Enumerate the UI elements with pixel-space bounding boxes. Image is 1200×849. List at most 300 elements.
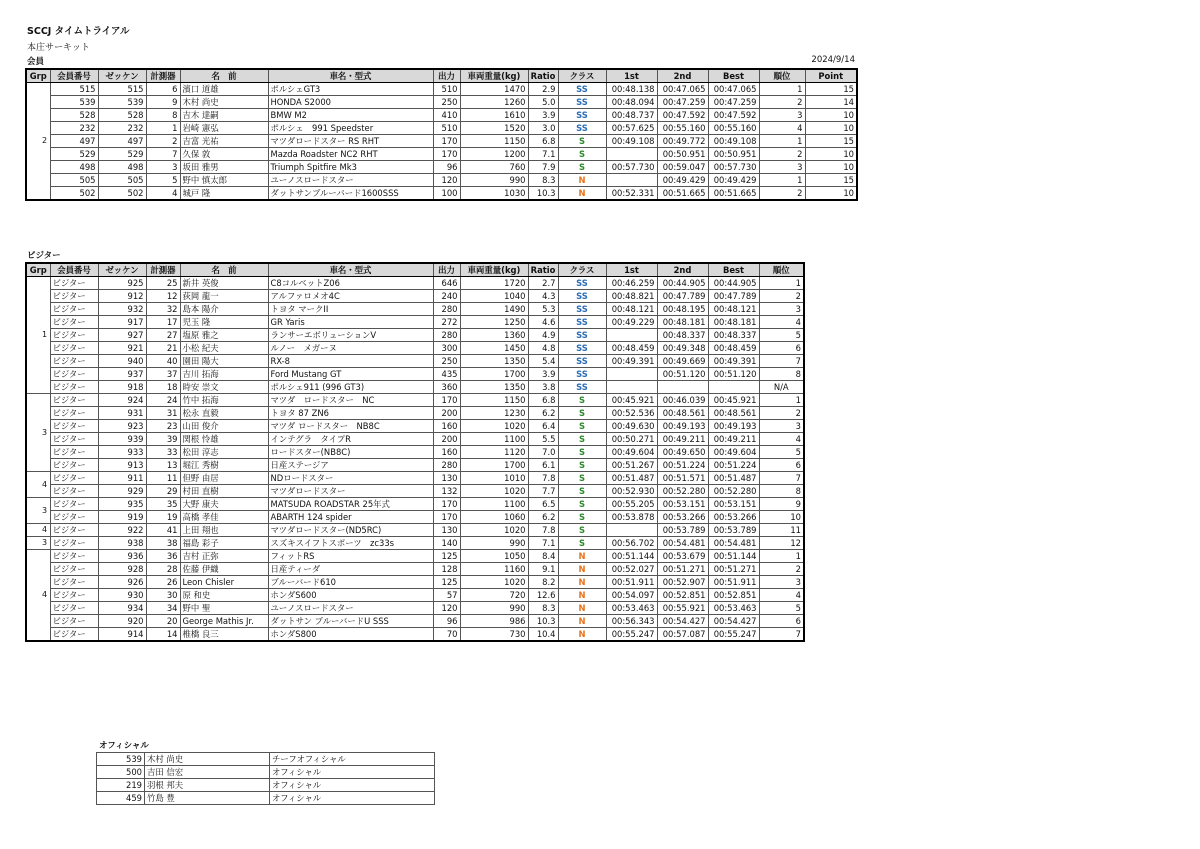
- table-cell: 岩崎 憲弘: [180, 122, 268, 135]
- column-header: 会員番号: [50, 263, 98, 277]
- column-header: Best: [708, 263, 759, 277]
- table-cell: 1020: [460, 576, 528, 589]
- table-cell: 00:47.065: [657, 83, 708, 96]
- table-cell: 1020: [460, 420, 528, 433]
- table-cell: 24: [146, 394, 180, 407]
- table-cell: 3: [759, 420, 804, 433]
- table-cell: 00:56.343: [606, 615, 657, 628]
- column-header: 順位: [759, 69, 805, 83]
- table-cell: 459: [97, 792, 145, 805]
- table-cell: 00:47.789: [657, 290, 708, 303]
- table-cell: S: [558, 420, 606, 433]
- table-cell: ビジター: [50, 589, 98, 602]
- column-header: 出力: [433, 69, 460, 83]
- table-cell: 7.7: [528, 485, 558, 498]
- table-cell: 8.4: [528, 550, 558, 563]
- table-cell: 200: [433, 407, 460, 420]
- table-row: [26, 109, 857, 122]
- table-cell: ランサーエボリューションV: [268, 329, 433, 342]
- official-row: [97, 766, 435, 779]
- table-cell: 28: [146, 563, 180, 576]
- group-cell: 4: [26, 472, 50, 498]
- table-cell: 25: [146, 277, 180, 290]
- table-cell: S: [558, 446, 606, 459]
- table-row: [26, 96, 857, 109]
- table-row: [26, 355, 804, 368]
- table-cell: 170: [433, 498, 460, 511]
- table-cell: 7: [759, 628, 804, 642]
- table-cell: 5.3: [528, 303, 558, 316]
- table-cell: 15: [805, 174, 857, 187]
- table-row: [26, 381, 804, 394]
- table-cell: ビジター: [50, 277, 98, 290]
- table-cell: BMW M2: [268, 109, 433, 122]
- table-cell: 00:51.571: [657, 472, 708, 485]
- table-cell: 250: [433, 96, 460, 109]
- table-cell: 00:55.160: [657, 122, 708, 135]
- column-header: Point: [805, 69, 857, 83]
- table-cell: 9: [759, 498, 804, 511]
- table-cell: 1250: [460, 316, 528, 329]
- event-date: 2024/9/14: [811, 55, 855, 65]
- table-row: [26, 407, 804, 420]
- table-cell: 498: [50, 161, 98, 174]
- table-cell: 4.9: [528, 329, 558, 342]
- table-cell: 00:51.224: [657, 459, 708, 472]
- table-cell: ビジター: [50, 290, 98, 303]
- table-row: [26, 537, 804, 550]
- table-cell: 00:55.921: [657, 602, 708, 615]
- table-cell: 00:53.463: [606, 602, 657, 615]
- table-cell: 00:47.592: [657, 109, 708, 122]
- table-cell: 730: [460, 628, 528, 642]
- table-cell: トヨタ 87 ZN6: [268, 407, 433, 420]
- table-cell: 120: [433, 174, 460, 187]
- table-cell: 3: [759, 161, 805, 174]
- table-cell: 4: [759, 589, 804, 602]
- page-title: SCCJ タイムトライアル: [27, 26, 130, 37]
- table-cell: 堀江 秀樹: [180, 459, 268, 472]
- table-cell: 219: [97, 779, 145, 792]
- table-cell: 00:54.427: [657, 615, 708, 628]
- table-cell: SS: [558, 109, 606, 122]
- table-cell: 00:52.851: [708, 589, 759, 602]
- table-cell: 1100: [460, 433, 528, 446]
- column-header: 計測器: [146, 69, 180, 83]
- table-row: [26, 420, 804, 433]
- table-cell: 7.8: [528, 472, 558, 485]
- table-cell: 00:53.679: [657, 550, 708, 563]
- table-cell: 11: [759, 524, 804, 537]
- table-cell: George Mathis Jr.: [180, 615, 268, 628]
- table-cell: 3: [759, 576, 804, 589]
- table-cell: 3.9: [528, 109, 558, 122]
- table-cell: 00:51.120: [657, 368, 708, 381]
- visitors-section-label: ビジター: [27, 251, 61, 261]
- table-row: [26, 122, 857, 135]
- table-cell: 912: [98, 290, 146, 303]
- group-cell: 3: [26, 498, 50, 524]
- table-cell: 10.3: [528, 187, 558, 201]
- table-cell: 96: [433, 615, 460, 628]
- table-cell: 00:59.047: [657, 161, 708, 174]
- table-cell: 8: [759, 368, 804, 381]
- table-cell: 00:51.665: [708, 187, 759, 201]
- table-row: [26, 628, 804, 642]
- table-cell: ビジター: [50, 576, 98, 589]
- table-cell: Leon Chisler: [180, 576, 268, 589]
- table-cell: 17: [146, 316, 180, 329]
- table-cell: 1120: [460, 446, 528, 459]
- table-cell: 39: [146, 433, 180, 446]
- table-cell: 160: [433, 420, 460, 433]
- table-cell: 2: [759, 96, 805, 109]
- table-cell: 新井 英俊: [180, 277, 268, 290]
- table-cell: 1720: [460, 277, 528, 290]
- table-cell: S: [558, 472, 606, 485]
- table-cell: 26: [146, 576, 180, 589]
- table-cell: ビジター: [50, 472, 98, 485]
- table-cell: 539: [50, 96, 98, 109]
- table-cell: 日産ティーダ: [268, 563, 433, 576]
- table-cell: スズキスイフトスポーツ zc33s: [268, 537, 433, 550]
- table-cell: ルノー メガーヌ: [268, 342, 433, 355]
- table-cell: 232: [98, 122, 146, 135]
- table-row: [26, 446, 804, 459]
- table-cell: 96: [433, 161, 460, 174]
- table-cell: SS: [558, 316, 606, 329]
- table-cell: 5: [146, 174, 180, 187]
- table-cell: 502: [98, 187, 146, 201]
- table-cell: 6: [759, 615, 804, 628]
- table-cell: 19: [146, 511, 180, 524]
- table-cell: 1150: [460, 394, 528, 407]
- column-header: ゼッケン: [98, 69, 146, 83]
- table-cell: 福島 彩子: [180, 537, 268, 550]
- table-cell: 18: [146, 381, 180, 394]
- table-cell: 竹中 拓海: [180, 394, 268, 407]
- table-cell: 23: [146, 420, 180, 433]
- table-cell: 00:48.195: [657, 303, 708, 316]
- table-cell: ブルーバード610: [268, 576, 433, 589]
- table-cell: マツダ ロードスター NC: [268, 394, 433, 407]
- table-cell: N: [558, 550, 606, 563]
- table-cell: 00:52.027: [606, 563, 657, 576]
- members-header-row: [26, 69, 857, 83]
- table-cell: 1: [759, 83, 805, 96]
- table-cell: 4: [759, 122, 805, 135]
- table-cell: 938: [98, 537, 146, 550]
- table-row: [26, 368, 804, 381]
- table-cell: ビジター: [50, 316, 98, 329]
- venue-label: 本庄サーキット: [27, 43, 90, 53]
- table-cell: 932: [98, 303, 146, 316]
- table-cell: S: [558, 148, 606, 161]
- table-cell: 57: [433, 589, 460, 602]
- table-cell: 5.0: [528, 96, 558, 109]
- table-row: [26, 524, 804, 537]
- table-cell: 00:49.211: [657, 433, 708, 446]
- table-cell: 1150: [460, 135, 528, 148]
- table-cell: 吉田 信宏: [145, 766, 270, 779]
- table-cell: 6: [146, 83, 180, 96]
- table-cell: 170: [433, 511, 460, 524]
- table-cell: 但野 由居: [180, 472, 268, 485]
- table-cell: 00:54.481: [708, 537, 759, 550]
- table-cell: 吉富 光祐: [180, 135, 268, 148]
- table-cell: 7: [759, 472, 804, 485]
- table-cell: 吉村 正弥: [180, 550, 268, 563]
- table-cell: 00:49.391: [708, 355, 759, 368]
- members-section-label: 会員: [27, 57, 45, 67]
- table-cell: 00:52.280: [657, 485, 708, 498]
- table-cell: 70: [433, 628, 460, 642]
- column-header: クラス: [558, 69, 606, 83]
- table-row: [26, 550, 804, 563]
- table-cell: 6: [759, 459, 804, 472]
- table-cell: 00:48.337: [657, 329, 708, 342]
- table-cell: 505: [98, 174, 146, 187]
- table-cell: 9: [146, 96, 180, 109]
- table-cell: 200: [433, 433, 460, 446]
- table-row: [26, 433, 804, 446]
- table-cell: 12: [146, 290, 180, 303]
- table-cell: [657, 381, 708, 394]
- table-cell: 6.4: [528, 420, 558, 433]
- table-cell: 990: [460, 537, 528, 550]
- table-cell: ビジター: [50, 303, 98, 316]
- table-cell: 6.1: [528, 459, 558, 472]
- table-cell: 528: [98, 109, 146, 122]
- table-cell: 924: [98, 394, 146, 407]
- table-cell: 3.8: [528, 381, 558, 394]
- table-cell: 木村 尚史: [145, 753, 270, 766]
- table-cell: マツダ ロードスター NB8C: [268, 420, 433, 433]
- table-cell: 4: [759, 433, 804, 446]
- table-cell: 野中 聖: [180, 602, 268, 615]
- table-row: [26, 498, 804, 511]
- official-row: [97, 779, 435, 792]
- table-cell: 10.3: [528, 615, 558, 628]
- table-cell: 14: [146, 628, 180, 642]
- table-cell: 12: [759, 537, 804, 550]
- table-cell: 8: [146, 109, 180, 122]
- table-cell: 515: [98, 83, 146, 96]
- table-cell: 2: [759, 187, 805, 201]
- table-cell: 300: [433, 342, 460, 355]
- officials-table: [96, 752, 435, 805]
- table-cell: 646: [433, 277, 460, 290]
- table-cell: N: [558, 174, 606, 187]
- table-cell: 島本 陽介: [180, 303, 268, 316]
- table-cell: 435: [433, 368, 460, 381]
- table-cell: 4.3: [528, 290, 558, 303]
- table-cell: ダットサン ブルーバードU SSS: [268, 615, 433, 628]
- table-cell: 00:52.536: [606, 407, 657, 420]
- table-cell: 00:53.266: [657, 511, 708, 524]
- table-cell: N: [558, 589, 606, 602]
- table-cell: 00:48.337: [708, 329, 759, 342]
- table-cell: 1160: [460, 563, 528, 576]
- table-cell: 12.6: [528, 589, 558, 602]
- column-header: 2nd: [657, 263, 708, 277]
- table-cell: 00:51.487: [708, 472, 759, 485]
- table-row: [26, 472, 804, 485]
- table-cell: 00:53.463: [708, 602, 759, 615]
- table-cell: 小松 紀夫: [180, 342, 268, 355]
- table-cell: 9.1: [528, 563, 558, 576]
- table-cell: 935: [98, 498, 146, 511]
- table-cell: 椎橋 良三: [180, 628, 268, 642]
- table-cell: 園田 陽大: [180, 355, 268, 368]
- table-cell: N: [558, 615, 606, 628]
- column-header: Ratio: [528, 263, 558, 277]
- table-cell: ビジター: [50, 550, 98, 563]
- table-cell: S: [558, 407, 606, 420]
- table-cell: 2: [759, 148, 805, 161]
- table-cell: ユーノスロードスター: [268, 602, 433, 615]
- table-row: [26, 329, 804, 342]
- table-cell: ビジター: [50, 524, 98, 537]
- table-cell: 00:48.459: [606, 342, 657, 355]
- table-cell: ロードスター(NB8C): [268, 446, 433, 459]
- table-cell: 931: [98, 407, 146, 420]
- column-header: Grp: [26, 69, 50, 83]
- column-header: Best: [708, 69, 759, 83]
- table-cell: フィットRS: [268, 550, 433, 563]
- table-cell: 児玉 隆: [180, 316, 268, 329]
- table-row: [26, 290, 804, 303]
- table-cell: 280: [433, 329, 460, 342]
- column-header: クラス: [558, 263, 606, 277]
- table-cell: 500: [97, 766, 145, 779]
- table-cell: ポルシェ 991 Speedster: [268, 122, 433, 135]
- table-cell: 2.7: [528, 277, 558, 290]
- table-cell: 913: [98, 459, 146, 472]
- column-header: 車名・型式: [268, 69, 433, 83]
- table-cell: 921: [98, 342, 146, 355]
- column-header: 計測器: [146, 263, 180, 277]
- table-cell: 919: [98, 511, 146, 524]
- table-cell: 926: [98, 576, 146, 589]
- table-cell: S: [558, 394, 606, 407]
- table-cell: 14: [805, 96, 857, 109]
- table-cell: 36: [146, 550, 180, 563]
- table-cell: 170: [433, 135, 460, 148]
- table-cell: [708, 381, 759, 394]
- table-cell: 00:55.247: [708, 628, 759, 642]
- table-cell: 松田 淳志: [180, 446, 268, 459]
- table-cell: 1020: [460, 485, 528, 498]
- table-cell: 125: [433, 576, 460, 589]
- table-cell: 00:49.348: [657, 342, 708, 355]
- table-cell: 1020: [460, 524, 528, 537]
- table-cell: 00:57.625: [606, 122, 657, 135]
- table-cell: 00:49.630: [606, 420, 657, 433]
- table-cell: 6.8: [528, 394, 558, 407]
- table-cell: 31: [146, 407, 180, 420]
- column-header: Grp: [26, 263, 50, 277]
- table-cell: 坂田 雅男: [180, 161, 268, 174]
- table-cell: 41: [146, 524, 180, 537]
- table-cell: 30: [146, 589, 180, 602]
- table-cell: 240: [433, 290, 460, 303]
- table-cell: 1230: [460, 407, 528, 420]
- column-header: 2nd: [657, 69, 708, 83]
- table-cell: 00:47.592: [708, 109, 759, 122]
- table-cell: N: [558, 563, 606, 576]
- table-cell: 360: [433, 381, 460, 394]
- table-cell: 荻岡 龍一: [180, 290, 268, 303]
- table-cell: 7: [146, 148, 180, 161]
- table-cell: 4: [759, 316, 804, 329]
- official-row: [97, 753, 435, 766]
- table-cell: ビジター: [50, 407, 98, 420]
- table-cell: 1350: [460, 355, 528, 368]
- table-row: [26, 576, 804, 589]
- table-cell: 8: [759, 485, 804, 498]
- table-cell: 00:51.911: [606, 576, 657, 589]
- table-cell: ビジター: [50, 394, 98, 407]
- table-cell: [606, 148, 657, 161]
- table-row: [26, 589, 804, 602]
- table-row: [26, 303, 804, 316]
- table-cell: 6: [759, 342, 804, 355]
- table-cell: ホンダS800: [268, 628, 433, 642]
- table-cell: 1010: [460, 472, 528, 485]
- table-cell: ビジター: [50, 563, 98, 576]
- table-cell: マツダロードスター: [268, 485, 433, 498]
- members-table: [25, 68, 858, 201]
- table-cell: 00:49.391: [606, 355, 657, 368]
- table-cell: ビジター: [50, 628, 98, 642]
- table-cell: 城戸 隆: [180, 187, 268, 201]
- table-cell: 00:45.921: [606, 394, 657, 407]
- table-cell: 吉木 達嗣: [180, 109, 268, 122]
- table-cell: 00:46.039: [657, 394, 708, 407]
- table-cell: 7.1: [528, 537, 558, 550]
- table-cell: 528: [50, 109, 98, 122]
- group-cell: 4: [26, 524, 50, 537]
- table-cell: 937: [98, 368, 146, 381]
- table-cell: 1: [759, 277, 804, 290]
- table-cell: 00:57.087: [657, 628, 708, 642]
- table-cell: 529: [98, 148, 146, 161]
- table-cell: 33: [146, 446, 180, 459]
- table-cell: 2: [146, 135, 180, 148]
- table-cell: 3.0: [528, 122, 558, 135]
- table-cell: 130: [433, 472, 460, 485]
- table-cell: 00:44.905: [657, 277, 708, 290]
- table-cell: マツダロードスター RS RHT: [268, 135, 433, 148]
- table-cell: SS: [558, 122, 606, 135]
- column-header: 車両重量(kg): [460, 69, 528, 83]
- table-cell: [606, 174, 657, 187]
- table-cell: 1260: [460, 96, 528, 109]
- table-cell: 100: [433, 187, 460, 201]
- table-cell: 160: [433, 446, 460, 459]
- table-cell: SS: [558, 303, 606, 316]
- table-cell: 00:52.851: [657, 589, 708, 602]
- table-cell: 15: [805, 83, 857, 96]
- table-cell: S: [558, 459, 606, 472]
- table-cell: 27: [146, 329, 180, 342]
- table-cell: 1700: [460, 368, 528, 381]
- table-cell: SS: [558, 290, 606, 303]
- table-cell: 00:47.065: [708, 83, 759, 96]
- table-cell: Mazda Roadster NC2 RHT: [268, 148, 433, 161]
- table-cell: S: [558, 485, 606, 498]
